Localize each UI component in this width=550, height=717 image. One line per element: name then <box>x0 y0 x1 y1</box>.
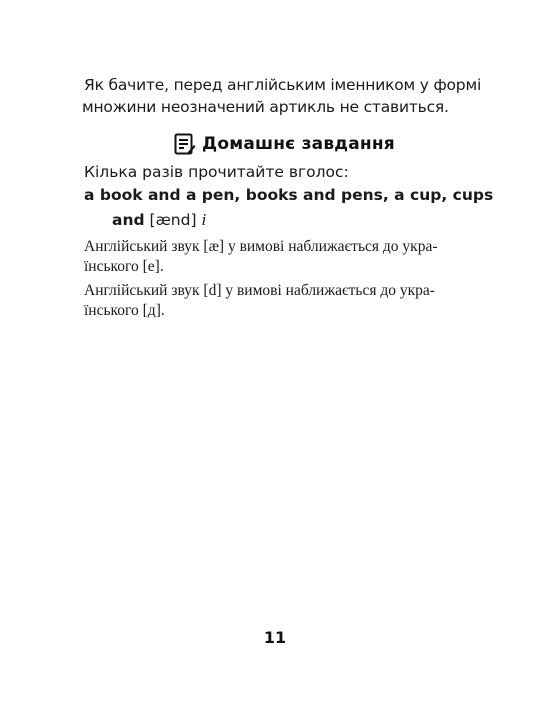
pronunciation-note-d <box>84 281 484 321</box>
task-prompt: Кілька разів прочитайте вголос: <box>84 163 349 181</box>
homework-heading <box>174 132 395 156</box>
notebook-pencil-icon <box>174 132 196 156</box>
intro-line-1: Як бачите, перед англійським іменником у формі <box>84 76 482 94</box>
homework-title: Домашнє завдання <box>202 134 395 154</box>
pronunciation-note-ae <box>84 237 484 277</box>
phrase-letter: і <box>201 210 207 229</box>
intro-line-2: множини неозначений артикль не ставиться. <box>82 98 449 116</box>
phrase-transcription: [ænd] <box>149 211 197 229</box>
practice-phrase-line-2 <box>112 207 484 233</box>
note-line: їнського [д]. <box>84 302 165 319</box>
note-line: їнського [е]. <box>84 258 164 275</box>
page-number: 11 <box>263 628 287 647</box>
intro-paragraph <box>82 74 482 118</box>
homework-task <box>84 161 494 321</box>
phrase-word-and: and <box>112 211 145 229</box>
practice-phrase-line-1: a book and a pen, books and pens, a cup, cups <box>84 186 494 204</box>
note-line: Англійський звук [d] у вимові наближається до укра- <box>84 282 435 299</box>
note-line: Англійський звук [æ] у вимові наближається до укра- <box>84 238 438 255</box>
